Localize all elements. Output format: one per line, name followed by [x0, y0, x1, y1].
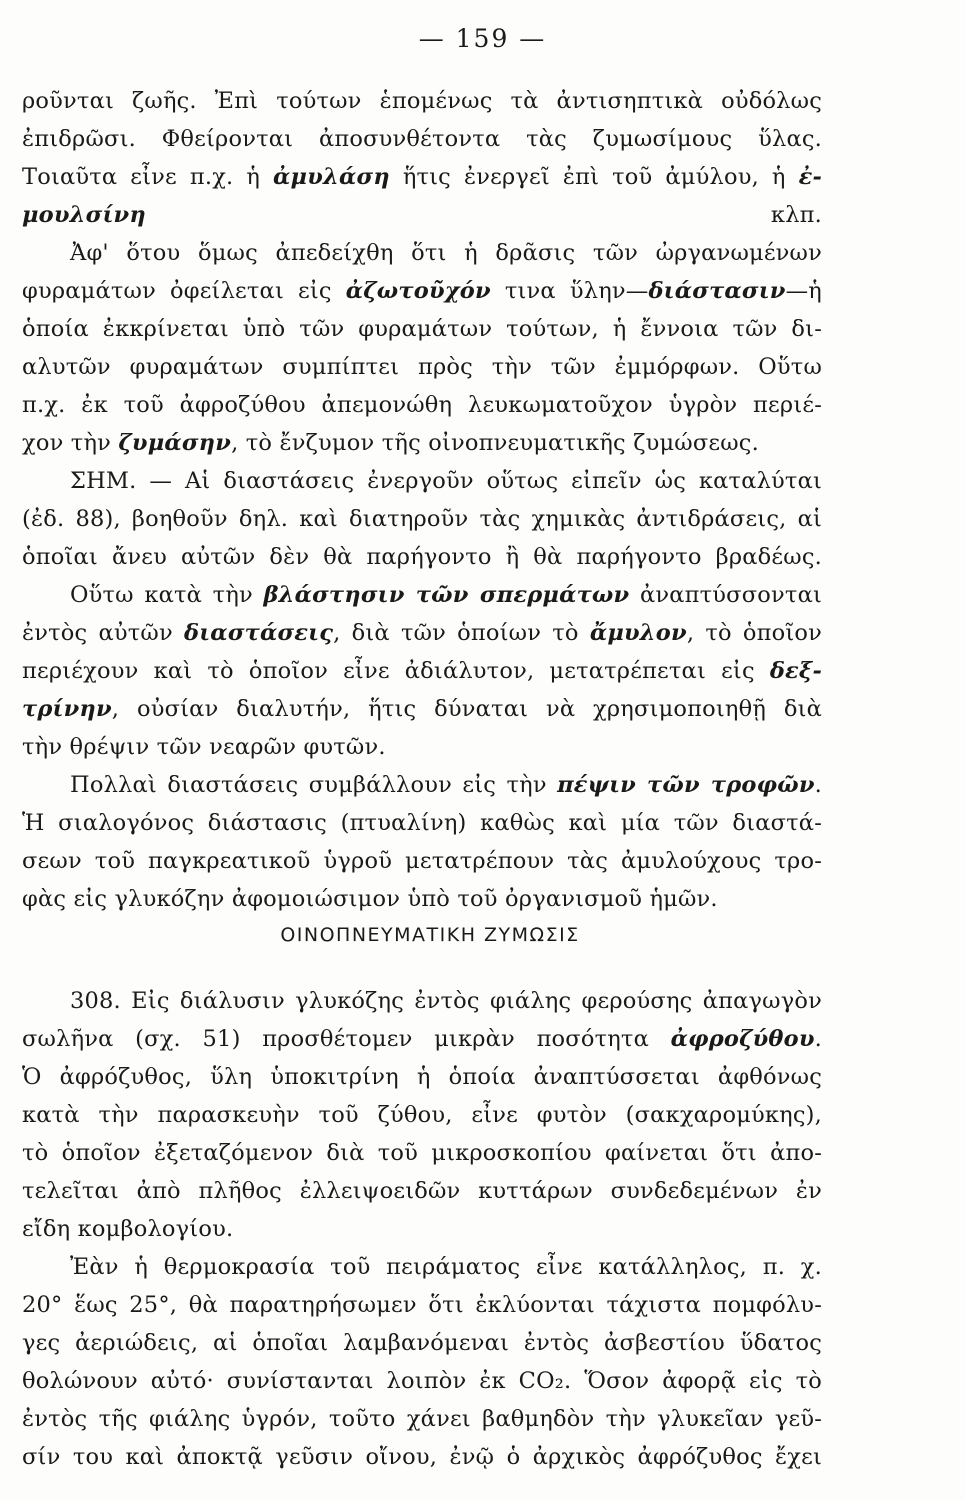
- text-run: χον τὴν: [22, 430, 119, 456]
- text-run: Οὕτω κατὰ τὴν: [70, 582, 264, 608]
- text-line: [22, 196, 822, 234]
- text-run: σίν του καὶ ἀποκτᾷ γεῦσιν οἴνου, ἐνῷ ὁ ἀρχικὸς ἀφρόζυθος ἔχει: [22, 1444, 822, 1470]
- page-number: — 159 —: [418, 24, 547, 53]
- text-line: [22, 234, 822, 272]
- text-line: [22, 842, 822, 880]
- text-line: [22, 1324, 822, 1362]
- text-run: 308. Εἰς διάλυσιν γλυκόζης ἐντὸς φιάλης φερούσης ἀπαγωγὸν: [70, 988, 822, 1014]
- text-line: [22, 982, 822, 1020]
- text-line: [22, 804, 822, 842]
- text-line: [22, 348, 822, 386]
- text-run: 20° ἕως 25°, θὰ παρατηρήσωμεν ὅτι ἐκλύονται τάχιστα πομφόλυ-: [22, 1292, 822, 1318]
- text-run: ροῦνται ζωῆς. Ἐπὶ τούτων ἑπομένως τὰ ἀντισηπτικὰ οὐδόλως: [22, 88, 822, 114]
- text-line: [22, 1058, 822, 1096]
- emphasized-term: διαστάσεις: [184, 620, 334, 646]
- text-line: [22, 614, 822, 652]
- text-run: Ὁ ἀφρόζυθος, ὕλη ὑποκιτρίνη ἡ ὁποία ἀναπτύσσεται ἀφθόνως: [22, 1064, 822, 1090]
- text-run: Τοιαῦτα εἶνε π.χ. ἡ: [22, 164, 274, 190]
- text-run: Ἀφ' ὅτου ὅμως ἀπεδείχθη ὅτι ἡ δρᾶσις τῶν ὠργανωμένων: [70, 240, 822, 266]
- text-line: [22, 728, 822, 766]
- text-line: [22, 1020, 822, 1058]
- text-run: αλυτῶν φυραμάτων συμπίπτει πρὸς τὴν τῶν ἐμμόρφων. Οὕτω: [22, 354, 822, 380]
- text-run: , τὸ ὁποῖον: [686, 620, 822, 646]
- text-run: (ἐδ. 88), βοηθοῦν δηλ. καὶ διατηροῦν τὰς χημικὰς ἀντιδράσεις, αἱ: [22, 506, 822, 532]
- text-line: [22, 1400, 822, 1438]
- text-line: [22, 310, 822, 348]
- text-line: [22, 158, 822, 196]
- text-run: Ἡ σιαλογόνος διάστασις (πτυαλίνη) καθὼς καὶ μία τῶν διαστά-: [22, 810, 822, 836]
- text-run: κατὰ τὴν παρασκευὴν τοῦ ζύθου, εἶνε φυτὸν (σακχαρομύκης),: [22, 1102, 822, 1128]
- text-run: τινα ὕλην—: [490, 278, 649, 304]
- text-run: γες ἀεριώδεις, αἱ ὁποῖαι λαμβανόμεναι ἐντὸς ἀσβεστίου ὕδατος: [22, 1330, 822, 1356]
- emphasized-term: μουλσίνη: [22, 202, 146, 228]
- text-run: π.χ. ἐκ τοῦ ἀφροζύθου ἀπεμονώθη λευκωματοῦχον ὑγρὸν περιέ-: [22, 392, 822, 418]
- text-run: θολώνουν αὐτό· συνίστανται λοιπὸν ἐκ CO₂. Ὅσον ἀφορᾷ εἰς τὸ: [22, 1368, 822, 1394]
- text-line: [22, 1210, 822, 1248]
- text-run: φυραμάτων ὀφείλεται εἰς: [22, 278, 346, 304]
- text-line: [22, 766, 822, 804]
- text-run: κλπ.: [145, 202, 822, 228]
- text-line: [22, 500, 822, 538]
- text-line: [22, 576, 822, 614]
- text-run: τὴν θρέψιν τῶν νεαρῶν φυτῶν.: [22, 734, 386, 760]
- text-run: εἴδη κομβολογίου.: [22, 1216, 234, 1242]
- emphasized-term: ἀμυλάση: [273, 164, 390, 190]
- text-run: τὸ ὁποῖον ἐξεταζόμενον διὰ τοῦ μικροσκοπίου φαίνεται ὅτι ἀπο-: [22, 1140, 822, 1166]
- text-run: Ἐὰν ἡ θερμοκρασία τοῦ πειράματος εἶνε κατάλληλος, π. χ.: [70, 1254, 822, 1280]
- text-run: ἥτις ἐνεργεῖ ἐπὶ τοῦ ἀμύλου, ἡ: [389, 164, 799, 190]
- text-run: ΣΗΜ. — Αἱ διαστάσεις ἐνεργοῦν οὕτως εἰπεῖν ὡς καταλύται: [70, 468, 822, 494]
- emphasized-term: ἄμυλον: [589, 620, 687, 646]
- text-run: ὁποῖαι ἄνευ αὐτῶν δὲν θὰ παρήγοντο ἢ θὰ παρήγοντο βραδέως.: [22, 544, 822, 570]
- text-run: σεων τοῦ παγκρεατικοῦ ὑγροῦ μετατρέπουν τὰς ἀμυλούχους τρο-: [22, 848, 822, 874]
- text-run: , οὐσίαν διαλυτήν, ἥτις δύναται νὰ χρησιμοποιηθῇ διὰ: [111, 696, 822, 722]
- text-line: [22, 386, 822, 424]
- text-run: , τὸ ἔνζυμον τῆς οἰνοπνευματικῆς ζυμώσεως.: [231, 430, 759, 456]
- text-line: [22, 1362, 822, 1400]
- text-line: [22, 424, 822, 462]
- section-heading: ΟΙΝΟΠΝΕΥΜΑΤΙΚΗ ΖΥΜΩΣΙΣ: [280, 924, 580, 946]
- text-line: [22, 120, 822, 158]
- text-line: [22, 82, 822, 120]
- text-run: Πολλαὶ διαστάσεις συμβάλλουν εἰς τὴν: [70, 772, 558, 798]
- text-run: , διὰ τῶν ὁποίων τὸ: [333, 620, 590, 646]
- text-run: ἀναπτύσσονται: [629, 582, 822, 608]
- text-line: [22, 1172, 822, 1210]
- text-line: [22, 1096, 822, 1134]
- emphasized-term: διάστασιν: [648, 278, 786, 304]
- text-run: ἐντὸς αὐτῶν: [22, 620, 185, 646]
- emphasized-term: δεξ-: [769, 658, 822, 684]
- text-run: ἐντὸς τῆς φιάλης ὑγρόν, τοῦτο χάνει βαθμηδὸν τὴν γλυκεῖαν γεῦ-: [22, 1406, 822, 1432]
- text-line: [22, 1248, 822, 1286]
- text-block-section: [22, 982, 822, 1476]
- text-line: [22, 690, 822, 728]
- text-line: [22, 272, 822, 310]
- emphasized-term: ζυμάσην: [118, 430, 232, 456]
- text-run: .: [814, 772, 822, 798]
- text-line: [22, 880, 822, 918]
- emphasized-term: πέψιν τῶν τροφῶν: [557, 772, 815, 798]
- text-line: [22, 538, 822, 576]
- text-run: .: [814, 1026, 822, 1052]
- text-line: [22, 652, 822, 690]
- text-line: [22, 1286, 822, 1324]
- text-line: [22, 462, 822, 500]
- text-line: [22, 1134, 822, 1172]
- text-run: τελεῖται ἀπὸ πλῆθος ἐλλειψοειδῶν κυττάρων συνδεδεμένων ἐν: [22, 1178, 822, 1204]
- text-run: —ἡ: [785, 278, 822, 304]
- text-run: σωλῆνα (σχ. 51) προσθέτομεν μικρὰν ποσότητα: [22, 1026, 671, 1052]
- text-run: ὁποία ἐκκρίνεται ὑπὸ τῶν φυραμάτων τούτων, ἡ ἔννοια τῶν δι-: [22, 316, 822, 342]
- text-block-main: [22, 82, 822, 918]
- text-run: φὰς εἰς γλυκόζην ἀφομοιώσιμον ὑπὸ τοῦ ὀργανισμοῦ ἡμῶν.: [22, 886, 718, 912]
- emphasized-term: ἐ-: [798, 164, 822, 190]
- text-run: ἐπιδρῶσι. Φθείρονται ἀποσυνθέτοντα τὰς ζυμωσίμους ὕλας.: [22, 126, 822, 152]
- emphasized-term: ἀφροζύθου: [670, 1026, 815, 1052]
- text-line: [22, 1438, 822, 1476]
- emphasized-term: βλάστησιν τῶν σπερμάτων: [263, 582, 630, 608]
- text-run: περιέχουν καὶ τὸ ὁποῖον εἶνε ἀδιάλυτον, μετατρέπεται εἰς: [22, 658, 770, 684]
- emphasized-term: ἀζωτοῦχόν: [345, 278, 491, 304]
- emphasized-term: τρίνην: [22, 696, 112, 722]
